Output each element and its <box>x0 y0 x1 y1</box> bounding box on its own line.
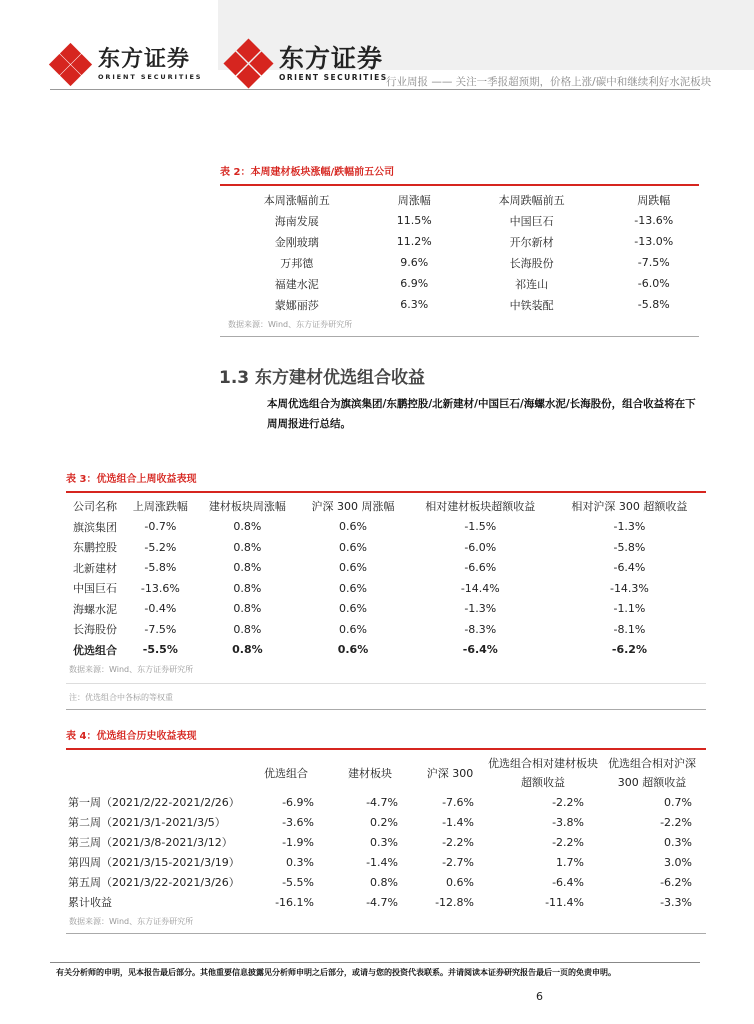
table-cell: 东鹏控股 <box>73 541 118 555</box>
table-cell: 中铁装配 <box>509 298 554 312</box>
table-cell: -7.5% <box>144 622 177 636</box>
section-body-text: 本周优选组合为旗滨集团/东鹏控股/北新建材/中国巨石/海螺水泥/长海股份，组合收益将在下周周报进行总结。 <box>267 398 696 430</box>
table-3-source: 数据来源：Wind、东方证券研究所 <box>69 665 194 674</box>
table-3-block <box>66 469 706 710</box>
column-header: 沪深 300 周涨幅 <box>311 500 395 514</box>
table-cell: -14.4% <box>460 581 500 595</box>
table-cell: 6.3% <box>400 298 429 311</box>
table-cell: -3.6% <box>282 815 314 829</box>
logo-cn-text: 东方证券 <box>98 47 191 72</box>
table-row <box>66 558 706 579</box>
table-cell: 0.8% <box>233 561 262 575</box>
section-heading: 1.3 东方建材优选组合收益 <box>219 368 426 388</box>
table-cell: -7.6% <box>442 795 474 809</box>
table-cell: 长海股份 <box>73 623 118 637</box>
table-header-row <box>220 189 699 210</box>
table-row <box>220 210 699 231</box>
table-cell: 北新建材 <box>73 561 118 575</box>
table-cell: -5.5% <box>142 643 178 657</box>
table-cell: 0.6% <box>338 540 367 554</box>
table-cell: 0.8% <box>233 622 262 636</box>
table-cell: -6.2% <box>660 875 692 889</box>
table-cell: -13.6% <box>140 581 180 595</box>
table-header-row <box>66 754 706 792</box>
table-cell: -1.4% <box>366 855 398 869</box>
logo-en-text: ORIENT SECURITIES <box>98 73 203 81</box>
table-4-bottom-rule <box>66 933 706 934</box>
table-cell: -1.9% <box>282 835 314 849</box>
logo-en-text: ORIENT SECURITIES <box>279 73 388 82</box>
table-cell: 0.6% <box>338 581 367 595</box>
table-header-row <box>66 496 706 517</box>
table-cell: 第五周（2021/3/22-2021/3/26） <box>68 876 240 889</box>
table-cell: -1.5% <box>464 520 497 534</box>
table-cell: -16.1% <box>275 895 314 909</box>
table-cell: -6.4% <box>613 561 646 575</box>
table-cell: 0.6% <box>338 622 367 636</box>
table-cell: -6.6% <box>464 561 497 575</box>
table-4 <box>66 754 706 912</box>
table-cell: -6.4% <box>552 875 584 889</box>
table-cell: 中国巨石 <box>73 582 118 596</box>
logo-mark-icon <box>225 40 273 88</box>
column-header: 优选组合相对建材板块超额收益 <box>488 757 598 789</box>
table-cell: -13.6% <box>634 214 674 227</box>
table-row <box>66 578 706 599</box>
table-cell: 0.8% <box>233 602 262 616</box>
table-cell: -2.7% <box>442 855 474 869</box>
table-4-block <box>66 726 706 934</box>
table-cell: -6.0% <box>637 277 670 290</box>
table-cell: 0.3% <box>286 855 314 869</box>
table-cell: -5.8% <box>637 298 670 311</box>
table-cell: 0.6% <box>338 602 367 616</box>
table-cell: 开尔新材 <box>509 235 554 249</box>
column-header <box>66 754 244 792</box>
table-cell: 0.7% <box>664 795 692 809</box>
table-cell: 长海股份 <box>509 256 554 270</box>
company-logo-small <box>50 44 202 86</box>
table-2-top-rule <box>220 184 699 186</box>
table-3-caption: 表 3：优选组合上周收益表现 <box>66 474 197 485</box>
column-header: 相对沪深 300 超额收益 <box>571 500 688 514</box>
table-cell: 0.2% <box>370 815 398 829</box>
table-cell: -6.9% <box>282 795 314 809</box>
table-cell: 万邦德 <box>280 256 314 270</box>
table-cell: 海螺水泥 <box>73 602 118 616</box>
column-header: 公司名称 <box>73 500 118 514</box>
table-cell: -1.4% <box>442 815 474 829</box>
table-cell: -11.4% <box>545 895 584 909</box>
table-cell: 第四周（2021/3/15-2021/3/19） <box>68 856 240 869</box>
table-3-top-rule <box>66 491 706 493</box>
logo-mark-icon <box>50 44 92 86</box>
table-row <box>220 252 699 273</box>
summary-row <box>66 640 706 661</box>
column-header: 上周涨跌幅 <box>132 500 188 514</box>
table-cell: 0.6% <box>338 561 367 575</box>
table-cell: -4.7% <box>366 795 398 809</box>
table-cell: -6.0% <box>464 540 497 554</box>
table-cell: 0.8% <box>233 540 262 554</box>
table-cell: -12.8% <box>435 895 474 909</box>
table-3-bottom-rule <box>66 709 706 710</box>
table-3-note-divider <box>66 683 706 684</box>
table-cell: -4.7% <box>366 895 398 909</box>
page-number: 6 <box>536 990 543 1003</box>
table-cell: 11.2% <box>396 235 432 248</box>
table-3 <box>66 496 706 660</box>
table-cell: 0.6% <box>337 643 369 657</box>
column-header: 沪深 300 <box>426 766 474 780</box>
table-cell: 0.6% <box>338 520 367 534</box>
table-cell: -14.3% <box>609 581 649 595</box>
table-cell: -5.5% <box>282 875 314 889</box>
table-cell: 第一周（2021/2/22-2021/2/26） <box>68 796 240 809</box>
header-divider <box>50 89 700 90</box>
column-header: 本周跌幅前五 <box>498 193 565 207</box>
table-cell: -2.2% <box>660 815 692 829</box>
table-4-top-rule <box>66 748 706 750</box>
table-cell: -5.8% <box>144 561 177 575</box>
table-cell: -0.4% <box>144 602 177 616</box>
table-cell: -6.4% <box>462 643 498 657</box>
table-3-note: 注：优选组合中各标的等权重 <box>69 693 173 702</box>
report-title: 行业周报 —— 关注一季报超预期，价格上涨/碳中和继续利好水泥板块 <box>386 76 712 88</box>
table-cell: 0.3% <box>664 835 692 849</box>
table-row <box>66 832 706 852</box>
table-4-source: 数据来源：Wind、东方证券研究所 <box>69 917 194 926</box>
table-row <box>66 872 706 892</box>
table-cell: 0.6% <box>446 875 474 889</box>
table-cell: 金刚玻璃 <box>274 235 319 249</box>
table-cell: -2.2% <box>552 795 584 809</box>
table-2-caption: 表 2：本周建材板块涨幅/跌幅前五公司 <box>220 167 395 178</box>
company-logo-large <box>225 40 388 88</box>
table-cell: -6.2% <box>611 643 647 657</box>
table-cell: 6.9% <box>400 277 429 290</box>
table-row <box>66 792 706 812</box>
table-cell: 9.6% <box>400 256 429 269</box>
table-row <box>66 517 706 538</box>
table-row <box>220 273 699 294</box>
table-cell: 0.8% <box>233 520 262 534</box>
table-2-bottom-rule <box>220 336 699 337</box>
table-row <box>66 812 706 832</box>
table-cell: -5.8% <box>613 540 646 554</box>
table-cell: 1.7% <box>556 855 584 869</box>
table-cell: -7.5% <box>637 256 670 269</box>
table-cell: 中国巨石 <box>509 214 554 228</box>
table-row <box>66 852 706 872</box>
table-cell: -3.3% <box>660 895 692 909</box>
table-cell: 第二周（2021/3/1-2021/3/5） <box>68 816 226 829</box>
table-cell: -1.1% <box>613 602 646 616</box>
table-cell: 蒙娜丽莎 <box>274 298 319 312</box>
table-cell: -1.3% <box>464 602 497 616</box>
table-cell: 福建水泥 <box>274 277 319 291</box>
table-cell: 0.3% <box>370 835 398 849</box>
table-cell: -2.2% <box>442 835 474 849</box>
table-cell: 第三周（2021/3/8-2021/3/12） <box>68 836 233 849</box>
table-cell: -3.8% <box>552 815 584 829</box>
table-4-caption: 表 4：优选组合历史收益表现 <box>66 731 197 742</box>
table-cell: -5.2% <box>144 540 177 554</box>
table-cell: 祁连山 <box>515 277 549 291</box>
table-cell: 海南发展 <box>274 214 319 228</box>
table-cell: 0.8% <box>370 875 398 889</box>
table-2-source: 数据来源：Wind、东方证券研究所 <box>228 320 353 329</box>
table-cell: 0.8% <box>233 581 262 595</box>
table-cell: -1.3% <box>613 520 646 534</box>
column-header: 建材板块 <box>348 766 392 780</box>
logo-cn-text: 东方证券 <box>279 44 384 73</box>
table-cell: -2.2% <box>552 835 584 849</box>
table-cell: 优选组合 <box>73 643 118 657</box>
footer-disclaimer: 有关分析师的申明，见本报告最后部分。其他重要信息披露见分析师申明之后部分，或请与您的投资代表联系。并请阅读本证券研究报告最后一页的免责申明。 <box>56 968 616 977</box>
table-cell: 0.8% <box>232 643 263 657</box>
column-header: 优选组合相对沪深 300 超额收益 <box>608 757 696 789</box>
table-cell: -0.7% <box>144 520 177 534</box>
table-row <box>66 599 706 620</box>
page-header <box>0 0 754 92</box>
column-header: 建材板块周涨幅 <box>208 500 286 514</box>
table-row <box>66 537 706 558</box>
table-row <box>220 231 699 252</box>
column-header: 相对建材板块超额收益 <box>425 500 536 514</box>
table-row <box>220 294 699 315</box>
table-cell: 旗滨集团 <box>73 520 118 534</box>
table-2 <box>220 189 699 315</box>
table-2-block <box>220 162 699 337</box>
column-header: 周跌幅 <box>637 193 671 207</box>
column-header: 周涨幅 <box>397 193 431 207</box>
column-header: 优选组合 <box>264 766 308 780</box>
table-cell: 累计收益 <box>68 896 112 909</box>
table-cell: 3.0% <box>664 855 692 869</box>
table-row <box>66 619 706 640</box>
table-row <box>66 892 706 912</box>
footer-divider <box>50 962 700 963</box>
column-header: 本周涨幅前五 <box>263 193 330 207</box>
table-cell: 11.5% <box>396 214 432 227</box>
table-cell: -8.1% <box>613 622 646 636</box>
table-cell: -13.0% <box>634 235 674 248</box>
table-cell: -8.3% <box>464 622 497 636</box>
